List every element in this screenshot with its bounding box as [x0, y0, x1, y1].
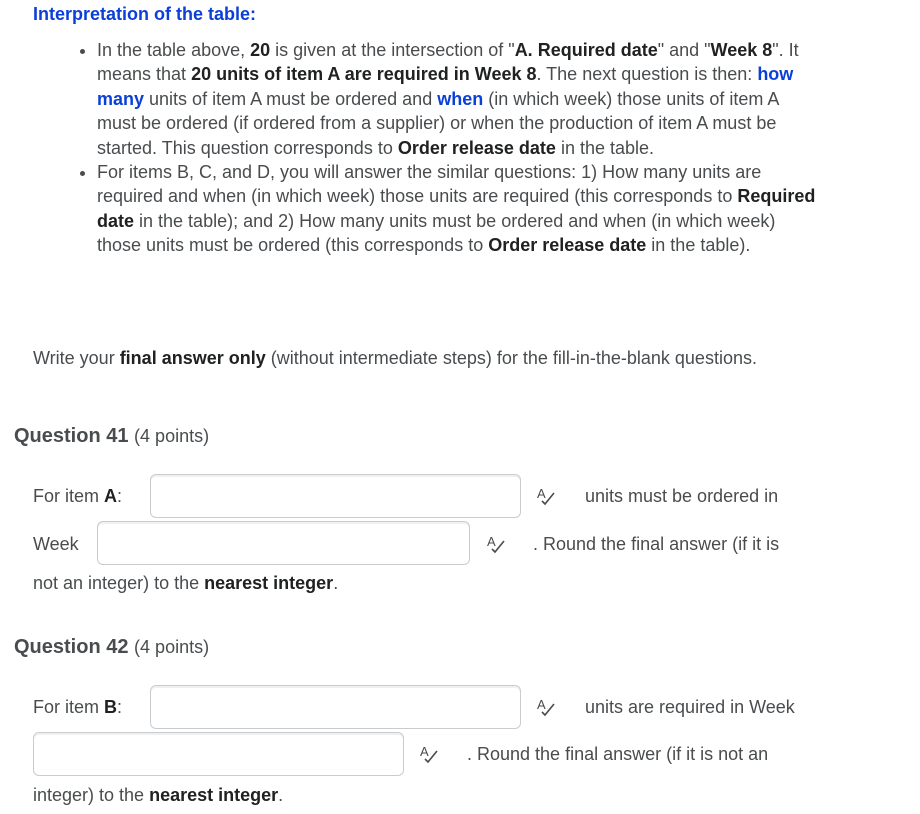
q41-blank-1[interactable]: [150, 474, 521, 518]
q42-units-required-text: units are required in Week: [585, 697, 795, 717]
spellcheck-icon[interactable]: [486, 534, 506, 554]
q41-units-ordered-text: units must be ordered in: [585, 486, 779, 506]
q41-round-text: . Round the final answer (if it is: [533, 534, 780, 554]
question-41-heading: Question 41 (4 points): [14, 425, 210, 447]
bullet-1: • In the table above, 20 is given at the intersection of "A. Required date" and "Week 8". It means that 20 units of item A are required in Week 8. The next question is then: how many units of item A must be ordered and when (in which week) those units of item A must be ordered (if ordered from a supplier) or when the production of item A must be started. This question corresponds to Order release date in the table.: [97, 38, 819, 160]
final-answer-note: Write your final answer only (without intermediate steps) for the fill-in-the-blank questions.: [33, 348, 757, 368]
spellcheck-icon[interactable]: [536, 697, 556, 717]
q42-blank-2[interactable]: [33, 732, 404, 776]
q42-nearest-integer-text: integer) to the nearest integer.: [33, 785, 284, 805]
spellcheck-icon[interactable]: [419, 744, 439, 764]
svg-text:A: A: [537, 486, 546, 501]
interpretation-title: Interpretation of the table:: [33, 4, 257, 24]
q42-for-item-label: For item B:: [33, 697, 123, 717]
q41-for-item-label: For item A:: [33, 486, 123, 506]
q41-week-label: Week: [33, 534, 79, 554]
question-42-heading: Question 42 (4 points): [14, 636, 210, 658]
q41-nearest-integer-text: not an integer) to the nearest integer.: [33, 573, 339, 593]
bullet-2: • For items B, C, and D, you will answer the similar questions: 1) How many units are required and when (in which week) those units are required (this corresponds to Required date in the table); and 2) How many units must be ordered and when (in which week) those units must be ordered (this corresponds to Order release date in the table).: [97, 160, 819, 258]
spellcheck-icon[interactable]: [536, 486, 556, 506]
q42-round-text: . Round the final answer (if it is not an: [467, 744, 769, 764]
svg-text:A: A: [420, 744, 429, 759]
svg-text:A: A: [487, 534, 496, 549]
svg-text:A: A: [537, 697, 546, 712]
interpretation-list: [59, 38, 819, 258]
q41-blank-2[interactable]: [97, 521, 470, 565]
q42-blank-1[interactable]: [150, 685, 521, 729]
